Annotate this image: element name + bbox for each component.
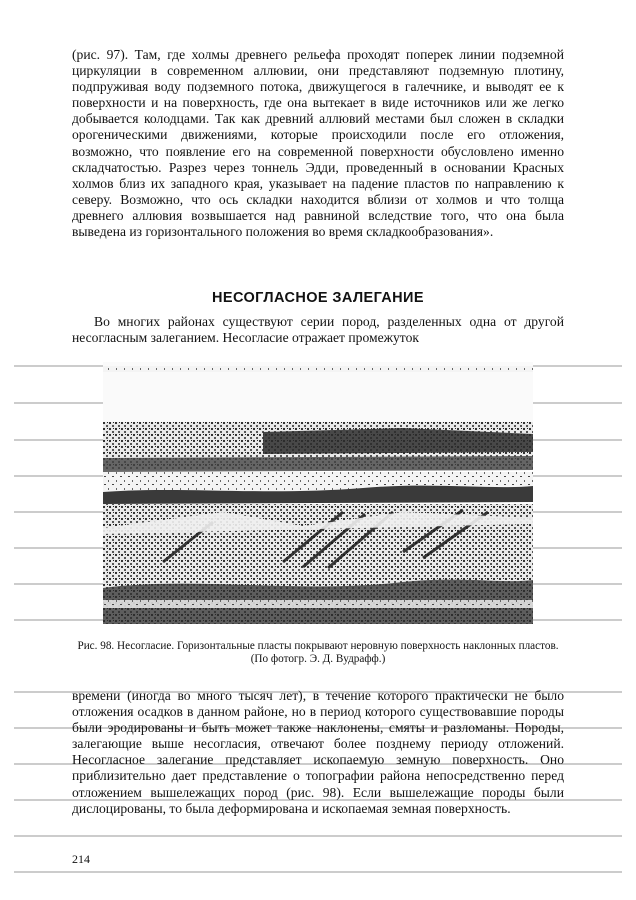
- top-paragraph: (рис. 97). Там, где холмы древнего рельефа проходят поперек линии подземной циркуляции в современном аллювии, они представляют подземную плотину, подпруживая воду подземного потока, движущегося в галечнике, и выводят ее к поверхности и на поверхность, где она вытекает в виде источников или же легко добывается колодцами. Так как древний аллювий местами был сложен в складки орогеническими движениями, которые происходили после его отложения, возможно, что появление его на современной поверхности обусловлено именно складчатостью. Разрез через тоннель Эдди, проведенный в основании Красных холмов близ их западного края, указывает на падение пластов по направлению к северу. Возможно, что ось складки находится вблизи от холмов и что толща древнего аллювия возвышается над равниной вследствие того, что она была выведена из горизонтального положения во время складкообразования».: [72, 47, 564, 240]
- intro-paragraph: Во многих районах существуют серии пород, разделенных одна от другой несогласным залеганием. Несогласие отражает промежуток: [72, 314, 564, 346]
- caption-credit: (По фотогр. Э. Д. Вудрафф.): [250, 653, 386, 665]
- page-number: 214: [72, 852, 90, 866]
- caption-line: Рис. 98. Несогласие. Горизонтальные пласты покрывают неровную поверхность наклонных пластов.: [77, 640, 559, 652]
- figure-caption: [0, 640, 636, 666]
- section-heading: НЕСОГЛАСНОЕ ЗАЛЕГАНИЕ: [212, 290, 424, 306]
- unconformity-photo: [103, 362, 533, 624]
- bottom-paragraph: времени (иногда во много тысяч лет), в течение которого практически не было отложения осадков в данном районе, но в период которого существовавшие породы были эродированы и быть может также наклонены, смяты и разломаны. Породы, залегающие выше несогласия, отвечают более позднему периоду отложений. Несогласное залегание представляет ископаемую земную поверхность. Оно приблизительно дает представление о топографии района непосредственно перед отложением вышележащих пород (рис. 98). Если вышележащие породы были дислоцированы, то была деформирована и ископаемая земная поверхность.: [72, 688, 564, 816]
